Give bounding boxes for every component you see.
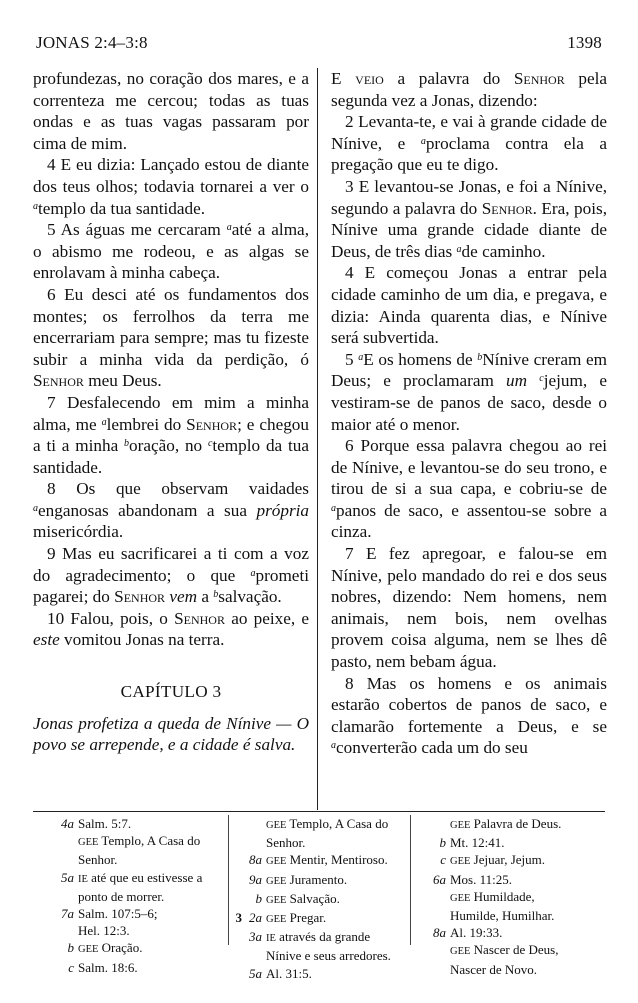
footnote-marker: a — [250, 567, 256, 579]
footnote-text — [266, 890, 340, 909]
footnote-entry — [40, 959, 225, 976]
verse-text: 10 Falou, pois, o — [47, 608, 175, 628]
footnote-text — [266, 909, 326, 928]
verse-text: templo da tua santidade. — [38, 198, 206, 218]
footnote-entry — [228, 928, 408, 947]
footnote-entry — [412, 907, 602, 924]
verse-2 — [331, 111, 607, 176]
footnote-column-1 — [40, 815, 225, 976]
verse-text: misericórdia. — [33, 522, 124, 542]
footnote-marker: b — [124, 438, 130, 450]
column-divider — [317, 68, 318, 810]
footnote-marker: 7a — [61, 906, 74, 922]
italic-word: um — [506, 371, 528, 391]
footnote-chapter-number — [40, 832, 56, 851]
verse-10 — [33, 608, 309, 651]
footnote-text-rest: Nascer de Deus, — [470, 942, 559, 958]
verse-text: 5 As águas me cercaram — [47, 220, 227, 240]
footnote-column-2 — [228, 815, 408, 982]
italic-word: própria — [256, 500, 309, 520]
footnote-entry — [412, 815, 602, 834]
footnote-chapter-number — [412, 924, 428, 941]
footnote-text — [450, 851, 545, 870]
footnote-entry — [40, 851, 225, 868]
footnote-text: Senhor. — [78, 852, 118, 868]
verse-text: 8 Os que observam vaidades — [47, 479, 309, 499]
footnote-marker: b — [255, 890, 262, 906]
verse-7: 7 E fez apregoar, e falou-se em Nínive, pelo mandado do rei e dos seus nobres, dizendo: Nem homens, nem animais, nem bois, nem ovelhas provem coisa alguma, nem se lhes dê pasto, nem bebam água. — [331, 544, 607, 672]
verse-text: panos de saco, e assentou-se sobre a cinza. — [331, 500, 607, 542]
footnote-marker: 3a — [249, 929, 262, 945]
footnote-marker: a — [33, 502, 38, 514]
footnote-chapter-number — [228, 965, 244, 982]
verse-text: lembrei do — [106, 414, 187, 434]
verse-text: meu Deus. — [83, 371, 162, 391]
footnote-divider — [410, 815, 411, 945]
verse-text: salvação. — [218, 587, 282, 607]
footnote-chapter-number — [228, 815, 244, 834]
verse-text: pela segunda vez a Jonas, dizendo: — [331, 69, 607, 110]
footnote-marker — [56, 922, 78, 939]
footnote-chapter-number — [412, 888, 428, 907]
verse-3 — [331, 176, 607, 262]
verse-6 — [331, 435, 607, 543]
chapter-summary: Jonas profetiza a queda de Nínive — O povo se arrepende, e a cidade é salva. — [33, 713, 309, 755]
verse-text: enganosas abandonam a sua — [38, 500, 257, 520]
running-header — [36, 33, 602, 53]
footnote-text-rest: Jejuar, Jejum. — [470, 852, 545, 868]
footnote-entry — [228, 871, 408, 890]
verse-1 — [331, 68, 607, 111]
footnote-entry — [412, 924, 602, 941]
verse-text: 5 — [345, 349, 359, 369]
verse-text: templo da tua santidade. — [33, 436, 309, 477]
footnote-text — [78, 939, 142, 958]
verse-text: jejum, e vestiram-se de panos de saco, desde o maior até o menor. — [331, 371, 607, 434]
footnote-text — [78, 869, 202, 888]
footnote-text: Nascer de Novo. — [450, 961, 537, 977]
opening-word: veio — [355, 69, 384, 88]
verse-text: ; e chegou a ti a minha — [33, 414, 309, 456]
abbreviation: GEE — [266, 875, 287, 887]
footnote-marker — [244, 815, 266, 834]
footnote-chapter-number: 3 — [235, 910, 242, 926]
footnote-chapter-number — [412, 941, 428, 960]
verse-text: E — [331, 69, 356, 88]
text-column-right — [331, 68, 607, 759]
footnote-marker — [56, 832, 78, 851]
verse-text: 4 E eu dizia: Lançado estou de diante dos teus olhos; todavia tornarei a ver o — [33, 155, 309, 196]
abbreviation: IE — [78, 873, 88, 885]
footnote-chapter-number — [40, 922, 56, 939]
abbreviation: GEE — [78, 837, 99, 849]
footnote-entry — [228, 909, 408, 928]
verse-text: . Era, pois, Nínive uma grande cidade diante de Deus, de três dias — [331, 198, 607, 261]
footnote-marker — [56, 888, 78, 905]
abbreviation: GEE — [78, 944, 99, 956]
footnote-chapter-number — [40, 888, 56, 905]
footnote-entry — [412, 961, 602, 978]
abbreviation: IE — [266, 933, 276, 945]
footnote-entry — [228, 815, 408, 834]
footnote-entry — [412, 941, 602, 960]
verse-5 — [33, 219, 309, 284]
chapter-heading: CAPÍTULO 3 — [120, 682, 222, 702]
abbreviation: GEE — [450, 820, 471, 831]
verse-5 — [331, 349, 607, 435]
footnote-text: Al. 19:33. — [450, 925, 503, 941]
footnote-text: Al. 31:5. — [266, 965, 312, 981]
footnote-chapter-number — [228, 890, 244, 909]
divine-name: Senhor — [114, 587, 166, 607]
footnote-entry — [40, 922, 225, 939]
verse-9 — [33, 543, 309, 608]
footnote-text-rest: Humildade, — [470, 888, 535, 904]
footnote-marker — [56, 851, 78, 868]
footnote-chapter-number — [40, 869, 56, 888]
footnote-column-3 — [412, 815, 602, 978]
footnote-text — [450, 888, 535, 907]
divine-name: Senhor — [33, 371, 84, 391]
footnote-text — [266, 815, 388, 834]
text-column-left — [33, 68, 309, 756]
footnote-entry — [228, 965, 408, 982]
footnote-chapter-number — [228, 871, 244, 890]
footnote-chapter-number — [228, 928, 244, 947]
verse-text — [527, 371, 539, 390]
abbreviation: GEE — [450, 946, 471, 958]
footnote-entry — [40, 888, 225, 905]
footnote-chapter-number — [412, 834, 428, 851]
verse-text: vomitou Jonas na terra. — [59, 630, 225, 650]
verse-text: E os homens de — [363, 349, 478, 369]
footnote-text — [266, 928, 370, 947]
footnote-chapter-number — [412, 851, 428, 870]
verse-text: 8 Mas os homens e os animais estarão cobertos de panos de saco, e clamarão fortemente a Deus, e se — [331, 673, 607, 736]
abbreviation: GEE — [266, 894, 287, 906]
verse-text: a palavra do — [383, 69, 514, 88]
footnote-text-rest: Juramento. — [286, 871, 348, 887]
footnote-chapter-number — [412, 907, 428, 924]
footnote-entry — [412, 888, 602, 907]
footnote-text-rest: Oração. — [98, 940, 143, 956]
footnote-entry — [412, 834, 602, 851]
footnote-marker: 6a — [433, 871, 446, 887]
footnote-marker — [428, 815, 450, 834]
footnote-text: Senhor. — [266, 835, 306, 851]
verse-7 — [33, 392, 309, 478]
italic-word: este — [33, 630, 60, 650]
verse-text: de caminho. — [461, 241, 546, 261]
footnote-entry — [40, 939, 225, 958]
verse-text: profundezas, no coração dos mares, e a correnteza me cercou; todas as tuas ondas e as tuas vagas passaram por cima de mim. — [33, 69, 309, 153]
footnote-marker — [428, 907, 450, 924]
abbreviation: GEE — [266, 820, 287, 831]
verse-text: a — [197, 587, 214, 607]
footnote-text-rest: até que eu estivesse a — [87, 869, 203, 885]
footnote-marker: a — [331, 740, 336, 752]
footnote-text — [450, 815, 561, 834]
footnote-marker — [244, 834, 266, 851]
footnote-text-rest: Palavra de Deus. — [470, 816, 562, 831]
footnote-text: ponto de morrer. — [78, 888, 165, 904]
divine-name: Senhor — [174, 608, 225, 628]
footnote-marker: 4a — [61, 816, 74, 831]
footnote-entry — [40, 905, 225, 922]
footnote-entry — [228, 851, 408, 870]
footnote-text: Mt. 12:41. — [450, 835, 505, 851]
footnote-marker: c — [207, 438, 213, 450]
footnote-text — [78, 832, 200, 851]
footnote-chapter-number — [412, 961, 428, 978]
footnote-chapter-number — [40, 851, 56, 868]
footnote-text-rest: através da grande — [275, 929, 371, 945]
footnote-marker: c — [68, 959, 74, 975]
footnote-entry — [40, 815, 225, 832]
footnote-text: Hel. 12:3. — [78, 923, 130, 939]
verse-text: converterão cada um do seu — [336, 738, 528, 758]
footnote-marker: b — [213, 589, 219, 601]
footnote-text-rest: Pregar. — [286, 910, 327, 926]
footnote-marker — [428, 888, 450, 907]
footnote-text — [450, 941, 559, 960]
verse-text: prometi pagarei; do — [33, 565, 309, 607]
footnote-entry — [412, 851, 602, 870]
footnote-marker: a — [331, 502, 336, 514]
footnote-chapter-number — [412, 815, 428, 834]
footnote-chapter-number — [40, 815, 56, 832]
footnote-marker: 5a — [249, 965, 262, 981]
footnote-marker: c — [539, 373, 544, 385]
footnote-marker: a — [226, 222, 232, 234]
verse-text: oração, no — [129, 436, 208, 456]
footnote-marker: a — [456, 243, 462, 255]
footnote-chapter-number — [412, 871, 428, 888]
footnote-marker: a — [420, 135, 426, 147]
page-number: 1398 — [567, 33, 602, 52]
footnote-text: Humilde, Humilhar. — [450, 908, 555, 924]
footnote-marker: b — [439, 835, 446, 851]
footnote-marker: 9a — [249, 871, 262, 887]
divine-name: Senhor — [513, 69, 565, 88]
footnote-marker: a — [358, 351, 364, 363]
verse-text: 3 E levantou-se Jonas, e foi a Nínive, segundo a palavra do — [331, 176, 607, 218]
footnote-marker: b — [477, 351, 483, 363]
footnote-chapter-number — [228, 851, 244, 870]
footnote-text: Salm. 18:6. — [78, 959, 138, 975]
footnote-entry — [40, 832, 225, 851]
verse-text: até a alma, o abismo me rodeou, e as algas se enrolavam à minha cabeça. — [33, 220, 309, 283]
footnote-text-rest: Templo, A Casa do — [98, 833, 201, 849]
footnote-text: Nínive e seus arredores. — [266, 948, 391, 964]
footnote-marker: 2a — [249, 910, 262, 926]
verse-text: 7 Desfalecendo em mim a minha alma, me — [33, 392, 309, 434]
footnote-entry — [40, 869, 225, 888]
verse-8 — [33, 478, 309, 543]
verse-text: 6 Porque essa palavra chegou ao rei de Nínive, e levantou-se do seu trono, e tirou de si a sua capa, e cobriu-se de — [331, 436, 607, 499]
footnote-entry — [228, 890, 408, 909]
footnote-chapter-number — [40, 959, 56, 976]
footnote-marker: 5a — [61, 869, 74, 885]
footnote-rule — [33, 811, 605, 812]
verse-4 — [33, 154, 309, 219]
footnote-text — [266, 871, 347, 890]
footnote-chapter-number — [228, 947, 244, 964]
footnote-marker: 8a — [249, 852, 262, 868]
footnote-marker: b — [67, 940, 74, 956]
verse-text: Nínive creram em Deus; e proclamaram — [331, 349, 607, 391]
footnote-text-rest: Mentir, Mentiroso. — [286, 852, 388, 868]
abbreviation: GEE — [450, 856, 471, 868]
footnote-text: Mos. 11:25. — [450, 871, 512, 887]
footnote-marker: c — [440, 852, 446, 868]
footnote-text-rest: Templo, A Casa do — [286, 816, 389, 831]
verse-text: 6 Eu desci até os fundamentos dos montes; os ferrolhos da terra me encerrariam para sempre; mas tu fizeste subir a minha vida da perdição, ó — [33, 284, 309, 369]
footnote-entry — [412, 871, 602, 888]
footnote-chapter-number — [40, 939, 56, 958]
footnote-chapter-number — [40, 905, 56, 922]
footnote-entry — [228, 834, 408, 851]
verse-text: ao peixe, e — [224, 608, 309, 628]
footnote-marker: a — [101, 416, 107, 428]
footnote-text: Salm. 107:5–6; — [78, 906, 158, 922]
italic-word: vem — [169, 587, 198, 607]
footnote-marker — [428, 941, 450, 960]
abbreviation: GEE — [450, 892, 471, 904]
footnote-text-rest: Salvação. — [286, 890, 340, 906]
divine-name: Senhor — [186, 414, 238, 434]
abbreviation: GEE — [266, 856, 287, 868]
footnote-marker — [428, 961, 450, 978]
footnote-text: Salm. 5:7. — [78, 816, 132, 831]
verse-6 — [33, 284, 309, 392]
verse-4: 4 E começou Jonas a entrar pela cidade caminho de um dia, e pregava, e dizia: Ainda quarenta dias, e Nínive será subvertida. — [331, 263, 607, 348]
verse-text: 2 Levanta-te, e vai à grande cidade de Nínive, e — [331, 112, 607, 153]
verse-text: proclama contra ela a pregação que eu te digo. — [331, 133, 607, 175]
divine-name: Senhor — [481, 198, 533, 218]
footnote-chapter-number — [228, 834, 244, 851]
footnote-marker — [244, 947, 266, 964]
chapter-reference: JONAS 2:4–3:8 — [36, 33, 148, 52]
abbreviation: GEE — [266, 914, 287, 926]
verse-text: 9 Mas eu sacrificarei a ti com a voz do agradecimento; o que — [33, 544, 309, 585]
footnote-marker: 8a — [433, 925, 446, 941]
footnote-marker: a — [33, 200, 38, 212]
verse-8 — [331, 673, 607, 759]
footnote-text — [266, 851, 388, 870]
footnote-entry — [228, 947, 408, 964]
